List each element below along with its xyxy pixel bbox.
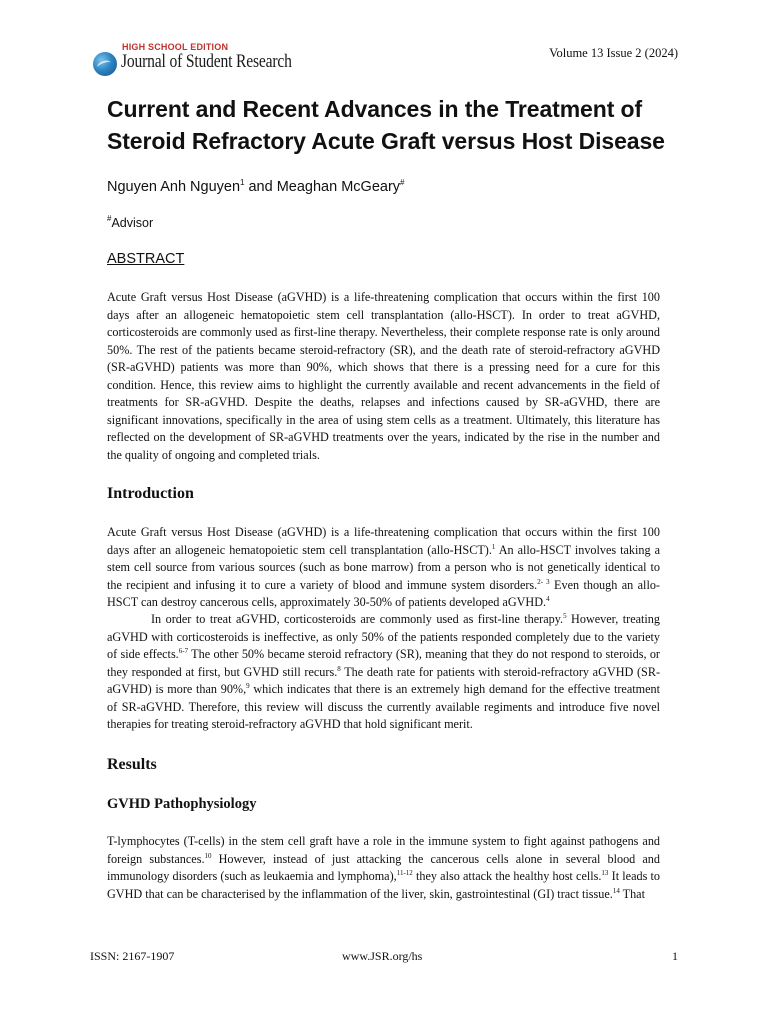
- citation: 4: [546, 595, 550, 603]
- paper-title: Current and Recent Advances in the Treatment of Steroid Refractory Acute Graft versus Host Disease: [107, 96, 665, 154]
- sentence: T-lymphocytes (T-cells) in the stem cell graft have a role in the immune system to fight against pathogens and foreign substances.: [107, 834, 660, 866]
- introduction-paragraph-1: [107, 524, 660, 612]
- abstract-text: Acute Graft versus Host Disease (aGVHD) is a life-threatening complication that occurs within the first 100 days after an allogeneic hematopoietic stem cell transplantation (allo-HSCT). In order to treat aGVHD, corticosteroids are commonly used as first-line therapy. Nevertheless, their complete response rate is only around 50%. The rest of the patients became steroid-refractory (SR), and the death rate of steroid-refractory aGVHD (SR-aGVHD) patients was more than 90%, which shows that there is a pressing need for a cure for this condition. Hence, this review aims to highlight the currently available and recent advancements in the field of treatments for SR-aGVHD. Despite the deaths, relapses and infections caused by SR-aGVHD, there are significant innovations, specifically in the area of using stem cells as a treatment. Ultimately, this literature has reflected on the development of SR-aGVHD treatments over the years, indicated by the rise in the number and the quality of ongoing and completed trials.: [107, 290, 660, 462]
- introduction-paragraph-2: [107, 611, 660, 734]
- sentence: which indicates that there is an extremely high demand for the effective treatment of SR-aGVHD. Therefore, this review will discuss the currently available regiments and introduce five novel therapies for treating steroid-refractory aGVHD that hold significant merit.: [107, 682, 660, 731]
- sentence: Even though an allo-HSCT can destroy cancerous cells, approximately 30-50% of patients developed aGVHD.: [107, 577, 660, 609]
- sentence: That: [619, 886, 645, 901]
- citation: 8: [337, 664, 341, 673]
- results-heading: Results: [107, 756, 157, 773]
- journal-logo: [93, 40, 353, 80]
- advisor-label: Advisor: [111, 216, 154, 230]
- citation: 2- 3: [537, 577, 550, 586]
- footer-url[interactable]: www.JSR.org/hs: [342, 949, 423, 963]
- advisor-note: [107, 214, 153, 230]
- citation: 14: [612, 886, 620, 895]
- logo-journal-name: Journal of Student Research: [121, 51, 292, 72]
- volume-issue: Volume 13 Issue 2 (2024): [549, 46, 678, 60]
- sentence: An allo-HSCT involves taking a stem cell source from various sources (such as bone marrow) from a person who is not genetically identical to the recipient and infusing it to cure a variety of blood and immune system disorders.: [107, 542, 660, 592]
- abstract-heading: ABSTRACT: [107, 251, 185, 267]
- sentence: they also attack the healthy host cells.: [412, 869, 602, 883]
- author-1: Nguyen Anh Nguyen: [107, 179, 241, 195]
- page-number: 1: [672, 949, 678, 963]
- sentence: In order to treat aGVHD, corticosteroids are commonly used as first-line therapy.: [151, 612, 564, 626]
- globe-icon: [93, 52, 117, 76]
- sentence: Acute Graft versus Host Disease (aGVHD) is a life-threatening complication that occurs within the first 100 days after an allogeneic hematopoietic stem cell transplantation (allo-HSCT).: [107, 525, 660, 557]
- advisor-mark: #: [107, 214, 112, 223]
- citation: 9: [246, 682, 250, 690]
- author-2: Meaghan McGeary: [276, 179, 401, 195]
- citation: 10: [204, 851, 212, 860]
- author-1-mark: 1: [240, 178, 245, 187]
- sentence: However, instead of just attacking the cancerous cells alone in several blood and immunology disorders (such as leukaemia and lymphoma),: [107, 851, 660, 883]
- citation: 13: [601, 869, 609, 877]
- sentence: The other 50% became steroid refractory (SR), meaning that they do not respond to steroids, or they responded at first, but GVHD still recurs.: [107, 647, 660, 679]
- citation: 1: [491, 542, 496, 551]
- footer-issn: ISSN: 2167-1907: [90, 949, 175, 963]
- citation: 5: [563, 612, 567, 620]
- sentence: It leads to GVHD that can be characterised by the inflammation of the liver, skin, gastrointestinal (GI) tract tissue.: [107, 869, 661, 901]
- pathophysiology-subheading: GVHD Pathophysiology: [107, 796, 257, 812]
- sentence: The death rate for patients with steroid-refractory aGVHD (SR-aGVHD) is more than 90%,: [107, 664, 661, 696]
- logo-edition: HIGH SCHOOL EDITION: [122, 42, 229, 52]
- citation: 6-7: [178, 647, 189, 655]
- sentence: However, treating aGVHD with corticosteroids is ineffective, as only 50% of the patients responded completely due to the variety of side effects.: [107, 612, 660, 661]
- author-2-mark: #: [400, 178, 405, 187]
- author-line: [107, 178, 404, 195]
- introduction-heading: Introduction: [107, 485, 194, 502]
- citation: 11-12: [396, 869, 413, 877]
- results-paragraph-1: [107, 833, 660, 903]
- author-conjunction: and: [244, 179, 277, 195]
